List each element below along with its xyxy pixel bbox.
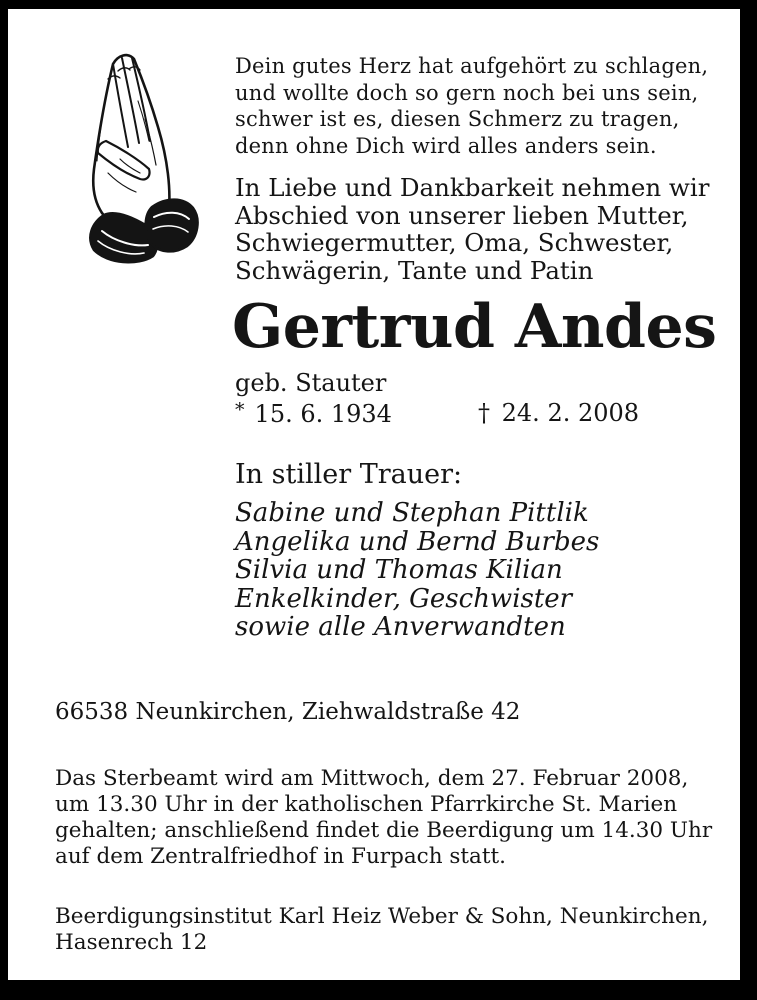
birth-date-text: 15. 6. 1934 — [254, 400, 392, 428]
service-line: um 13.30 Uhr in der katholischen Pfarrkirche St. Marien — [55, 792, 678, 817]
intro-line: Schwiegermutter, Oma, Schwester, — [235, 228, 674, 257]
mourner-line: Sabine und Stephan Pittlik — [235, 498, 589, 528]
cross-symbol: † — [478, 399, 502, 427]
mourners-list — [235, 499, 599, 642]
poem-line: Dein gutes Herz hat aufgehört zu schlagen, — [235, 54, 709, 78]
poem-line: schwer ist es, diesen Schmerz zu tragen, — [235, 107, 680, 131]
service-line: auf dem Zentralfriedhof in Furpach statt. — [55, 844, 506, 869]
poem-line: denn ohne Dich wird alles anders sein. — [235, 133, 657, 158]
poem — [235, 53, 708, 159]
funeral-home — [55, 904, 708, 956]
death-date — [478, 399, 639, 427]
birth-date — [235, 400, 392, 428]
poem-line: und wollte doch so gern noch bei uns sein, — [235, 80, 699, 105]
maiden-name: geb. Stauter — [235, 369, 387, 397]
intro-line: Schwägerin, Tante und Patin — [235, 255, 594, 285]
intro-line: Abschied von unserer lieben Mutter, — [235, 200, 689, 230]
service-line: gehalten; anschließend findet die Beerdigung um 14.30 Uhr — [55, 818, 713, 843]
funeral-home-line: Hasenrech 12 — [55, 930, 208, 955]
mourner-line: Angelika und Bernd Burbes — [235, 526, 600, 557]
funeral-home-line: Beerdigungsinstitut Karl Heiz Weber & Sohn, Neunkirchen, — [55, 904, 709, 929]
intro-line: In Liebe und Dankbarkeit nehmen wir — [235, 173, 710, 202]
mourning-header: In stiller Trauer: — [235, 459, 463, 490]
farewell-intro — [235, 174, 709, 284]
service-details — [55, 766, 712, 870]
praying-hands-icon — [50, 49, 200, 271]
life-dates — [235, 399, 675, 428]
home-address: 66538 Neunkirchen, Ziehwaldstraße 42 — [55, 699, 521, 725]
born-symbol: * — [235, 399, 255, 421]
mourner-line: Silvia und Thomas Kilian — [235, 555, 563, 586]
mourner-line: sowie alle Anverwandten — [235, 612, 566, 643]
service-line: Das Sterbeamt wird am Mittwoch, dem 27. Februar 2008, — [55, 766, 689, 791]
death-date-text: 24. 2. 2008 — [501, 399, 640, 427]
mourner-line: Enkelkinder, Geschwister — [235, 583, 573, 614]
obituary-page — [8, 9, 740, 980]
deceased-name: Gertrud Andes — [232, 292, 717, 362]
